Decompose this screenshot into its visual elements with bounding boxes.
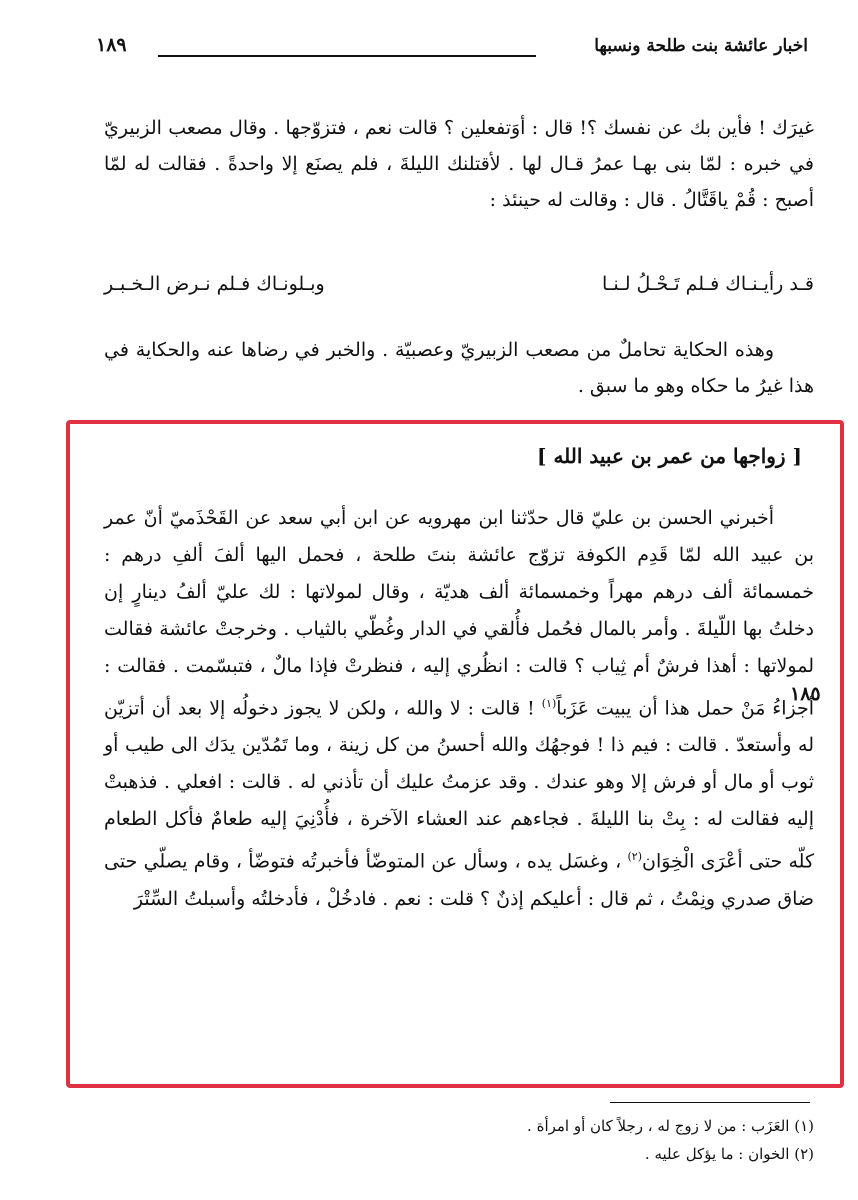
footnote-marker: (١) xyxy=(794,1117,814,1135)
footnote-text: العَزَب : من لا زوج له ، رجلاً كان أو امرأة . xyxy=(527,1117,790,1135)
page-header xyxy=(96,30,808,70)
verse-first-hemistich: قـد رأيـنـاك فـلم تَـحْـلُ لـنـا xyxy=(602,273,814,295)
poem-verse xyxy=(104,266,814,302)
section-text-part-3: ، وغسَل يده ، وسأل عن المتوضّأ فأخبرتُه فتوضّأ ، وقام يصلّي حتى ضاق صدري ونِمْتُ ، ثم قال : أعليكم إذنٌ ؟ قلت : نعم . فادخُلْ ، فأدخلتُه وأسبلتُ السِّتْرَ xyxy=(104,850,814,910)
footnote-marker: (٢) xyxy=(794,1145,814,1163)
verse-second-hemistich: وبـلونـاك فـلم نـرض الـخـبـر xyxy=(104,273,325,295)
section-text-part-1: أخبرني الحسن بن عليّ قال حدّثنا ابن مهرويه عن ابن أبي سعد عن القَحْذَميّ أنّ عمر بن عبيد الله لمّا قَدِم الكوفة تزوّج عائشة بنتَ طلحة ، فحمل اليها ألفَ ألفِ درهم : خمسمائة ألف درهم مهراً وخمسمائة ألف هديّة ، وقال لمولاتها : لك عليّ ألفُ دينارٍ إن دخلتُ بها اللّيلةَ . وأمر بالمال فحُمل فأُلقي في الدار وغُطّي بالثياب . وخرجتْ عائشة فقالت لمولاتها : أهذا فرشٌ أم ثِياب ؟ قالت : انظُري إليه ، فنظرتْ فإذا مالٌ ، فتبسّمت . فقالت : أجزاءُ مَنْ حمل هذا أن يبيت عَزَباً xyxy=(104,507,815,720)
footnote-rule xyxy=(610,1102,810,1103)
margin-number: ١٨٥ xyxy=(790,683,821,705)
header-rule xyxy=(158,55,536,57)
page-number: ١٨٩ xyxy=(96,34,127,56)
section-text-part-2: ! قالت : لا والله ، ولكن لا يجوز دخولُه إلا بعد أن أتزيّن له وأستعدّ . قالت : فيم ذا ! فوجهُك والله أحسنُ من كل زينة ، وما تَمُدّين يدَك الى طيب أو ثوب أو مال أو فرش إلا وهو عندك . وقد عزمتُ عليك أن تأذني له . قالت : افعلي . فذهبتْ إليه فقالت له : بِتْ بنا الليلةَ . فجاءهم عند العشاء الآخرة ، فأُدْنِيَ إليه طعامٌ فأكل الطعام كلّه حتى أعْرَى الْخِوَان xyxy=(104,697,815,873)
footnote-ref-2[interactable]: (٢) xyxy=(627,850,642,864)
footnote-ref-1[interactable]: (١) xyxy=(541,697,557,710)
footnote-2 xyxy=(104,1140,814,1168)
footnote-text: الخوان : ما يؤكل عليه . xyxy=(644,1145,790,1163)
section-heading: [ زواجها من عمر بن عبيد الله ] xyxy=(537,444,802,468)
footnotes xyxy=(104,1112,814,1168)
running-title: اخبار عائشة بنت طلحة ونسبها xyxy=(594,36,808,56)
remark-paragraph xyxy=(104,332,814,404)
remark-text: وهذه الحكاية تحاملٌ من مصعب الزبيريّ وعصبيّة . والخبر في رضاها عنه والحكاية في هذا غيرُ ما حكاه وهو ما سبق . xyxy=(104,339,814,397)
footnote-1 xyxy=(104,1112,814,1140)
section-paragraph xyxy=(104,500,814,918)
intro-paragraph: غيرَك ! فأين بك عن نفسك ؟! قال : أوَتفعلين ؟ قالت نعم ، فتزوّجها . وقال مصعب الزبيريّ في خبره : لمّا بنى بهـا عمرُ قـال لها . لأقتلنك الليلةَ ، فلم يصنَع إلا واحدةً . فقالت له لمّا أصبح : قُمْ ياقَتَّالُ . قال : وقالت له حينئذ : xyxy=(104,117,814,211)
